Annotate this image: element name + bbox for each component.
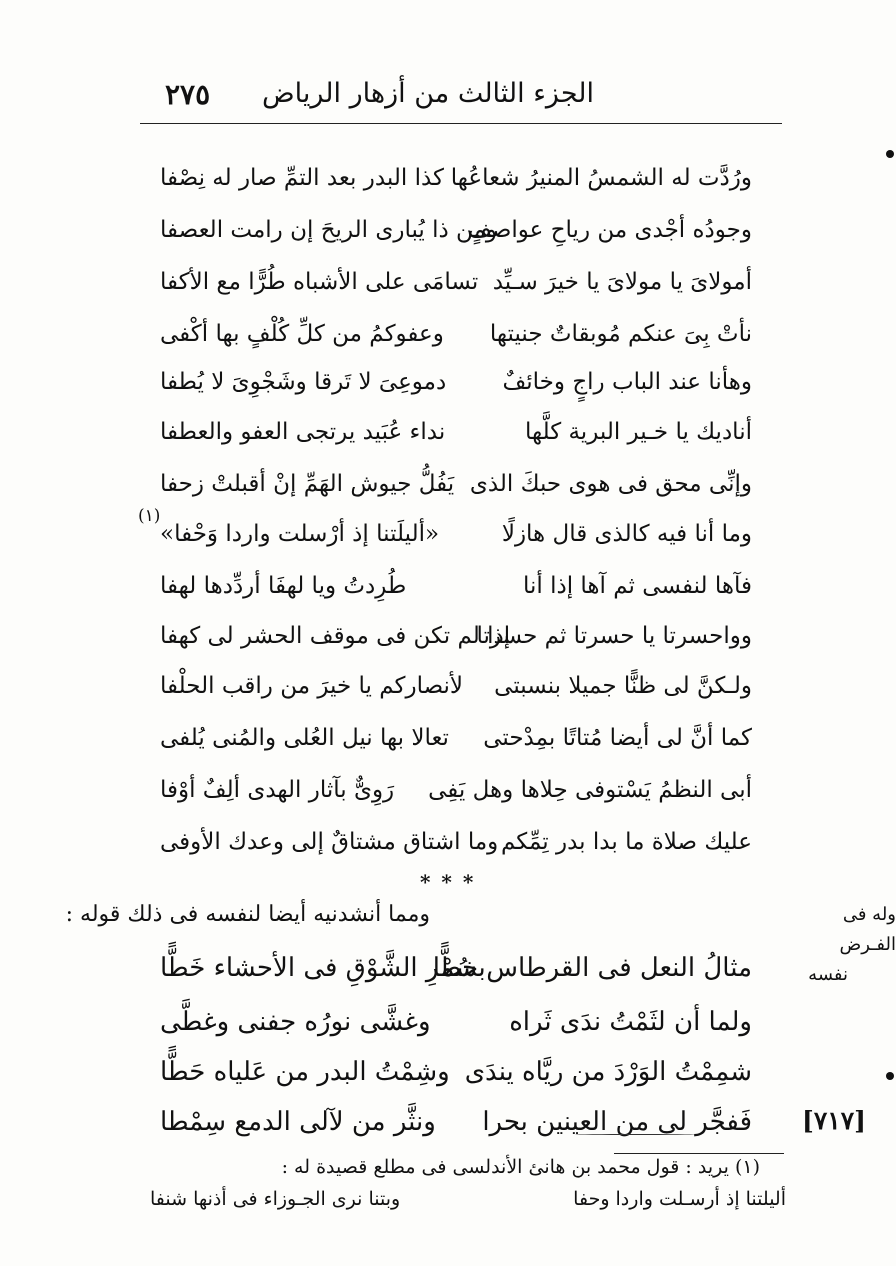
- verse-line: [140, 1102, 780, 1152]
- hemistich-right: وما أنا فيه كالذى قال هازلًا: [501, 521, 752, 547]
- footnote-verse: [150, 1188, 786, 1218]
- ink-blot: [886, 1072, 894, 1080]
- hemistich-left: طُرِدتُ ويا لهفَا أردِّدها لهفا: [160, 573, 407, 599]
- verse-line: [140, 770, 780, 820]
- hemistich-right: مثالُ النعل فى القرطاس خطًّا: [432, 953, 752, 983]
- hemistich-right: ولما أن لثَمْتُ ندَى ثَراه: [509, 1007, 752, 1037]
- hemistich-right: وهأنا عند الباب راجٍ وخائفٌ: [502, 369, 752, 395]
- hemistich-left: يَفُلُّ جيوش الهَمِّ إنْ أقبلتْ زحفا: [160, 471, 455, 497]
- margin-note-line: وله فى الفـرض: [839, 904, 896, 955]
- hemistich-left: وشِمْتُ البدر من عَلياه حَطًّا: [160, 1057, 450, 1087]
- verse-line: [140, 1052, 780, 1102]
- hemistich-right: أبى النظمُ يَسْتوفى حِلاها وهل يَفِى: [428, 777, 752, 803]
- footnote-rule: [614, 1153, 784, 1154]
- hemistich-right: نأتْ بِىَ عنكم مُوبقاتٌ جنيتها: [489, 321, 752, 347]
- hemistich-right: أمولاىَ يا مولاىَ يا خيرَ سـيِّد: [492, 269, 752, 295]
- hemistich-right: وإنِّى محق فى هوى حبكَ الذى: [469, 471, 752, 497]
- verse-line: [140, 616, 780, 666]
- hemistich-right: فَفجَّر لى من العينين بحرا: [482, 1107, 752, 1137]
- verse-line: [140, 566, 780, 616]
- hemistich-right: وواحسرتا يا حسرتا ثم حسرتا: [476, 623, 752, 649]
- running-title: الجزء الثالث من أزهار الرياض: [262, 78, 594, 109]
- hemistich-left: تعالا بها نيل العُلى والمُنى يُلفى: [160, 725, 449, 751]
- verse-line: [140, 362, 780, 412]
- page-number: ٢٧٥: [165, 78, 211, 111]
- margin-note-line: نفسه: [808, 964, 848, 985]
- verse-line: [140, 666, 780, 716]
- ink-underline: [575, 1134, 695, 1135]
- hemistich-left: ومن ذا يُبارى الريحَ إن رامت العصفا: [160, 217, 497, 243]
- verse-line: [140, 412, 780, 462]
- hemistich-left: دموعِىَ لا تَرقا وشَجْوِىَ لا يُطفا: [160, 369, 447, 395]
- footnote-text: (١) يريد : قول محمد بن هانئ الأندلسى فى مطلع قصيدة له :: [281, 1156, 760, 1178]
- verse-line: [140, 948, 780, 998]
- verse-line: [140, 262, 780, 312]
- hemistich-left: تسامَى على الأشباه طُرًّا مع الأكفا: [160, 269, 479, 295]
- footnote-hemistich-left: وبتنا نرى الجـوزاء فى أذنها شنفا: [150, 1188, 401, 1210]
- hemistich-left: وغشَّى نورُه جفنى وغطَّى: [160, 1007, 431, 1037]
- verse-line: [140, 1002, 780, 1052]
- header-rule: [140, 123, 782, 124]
- hemistich-left: لأنصاركم يا خيرَ من راقب الحلْفا: [160, 673, 464, 699]
- intro-line: ومما أنشدنيه أيضا لنفسه فى ذلك قوله :: [65, 902, 430, 927]
- verse-line: [140, 718, 780, 768]
- verse-line: [140, 158, 780, 208]
- verse-line: [140, 464, 780, 514]
- margin-page-number: [٧١٧]: [802, 1106, 866, 1135]
- hemistich-left: بسُمْرِ الشَّوْقِ فى الأحشاء خَطًّا: [160, 953, 486, 983]
- section-separator: * * *: [420, 870, 476, 894]
- hemistich-left: نداء عُبَيد يرتجى العفو والعطفا: [160, 419, 446, 445]
- verse-line: [140, 314, 780, 364]
- page-header: [140, 76, 780, 116]
- margin-note: [786, 900, 896, 990]
- hemistich-right: أناديك يا خـير البرية كلَّها: [524, 419, 752, 445]
- footnote-marker: (١): [138, 506, 161, 526]
- ink-blot: [886, 150, 894, 158]
- hemistich-left: ونثَّر من لآلى الدمع سِمْطا: [160, 1107, 436, 1137]
- hemistich-left: «أليلَتنا إذ أرْسلت واردا وَحْفا»: [160, 521, 440, 547]
- hemistich-right: فآها لنفسى ثم آها إذا أنا: [522, 573, 752, 599]
- hemistich-right: شمِمْتُ الوَرْدَ من ريَّاه يندَى: [464, 1057, 752, 1087]
- hemistich-right: ورُدَّت له الشمسُ المنيرُ شعاعُها: [450, 165, 752, 191]
- hemistich-left: وما اشتاق مشتاقٌ إلى وعدك الأوفى: [160, 829, 499, 855]
- hemistich-left: وعفوكمُ من كلِّ كُلْفٍ بها أكْفى: [160, 321, 444, 347]
- verse-line: [140, 822, 780, 872]
- hemistich-right: كما أنَّ لى أيضا مُتاتًا بمِدْحتى: [483, 725, 752, 751]
- hemistich-left: رَوِىٌّ بآثار الهدى ألِفٌ أوْفا: [160, 777, 395, 803]
- footnote-hemistich-right: أليلتنا إذ أرسـلت واردا وحفا: [573, 1188, 786, 1210]
- verse-line: [140, 210, 780, 260]
- hemistich-right: عليك صلاة ما بدا بدر تِمِّكم: [500, 829, 752, 855]
- verse-line: [140, 514, 780, 564]
- hemistich-right: وجودُه أجْدى من رياحِ عواصفٍ: [468, 217, 752, 243]
- hemistich-right: ولـكنَّ لى ظنًّا جميلا بنسبتى: [494, 673, 752, 699]
- hemistich-left: كذا البدر بعد التمِّ صار له نِصْفا: [160, 165, 444, 191]
- hemistich-left: إذا لم تكن فى موقف الحشر لى كهفا: [160, 623, 511, 649]
